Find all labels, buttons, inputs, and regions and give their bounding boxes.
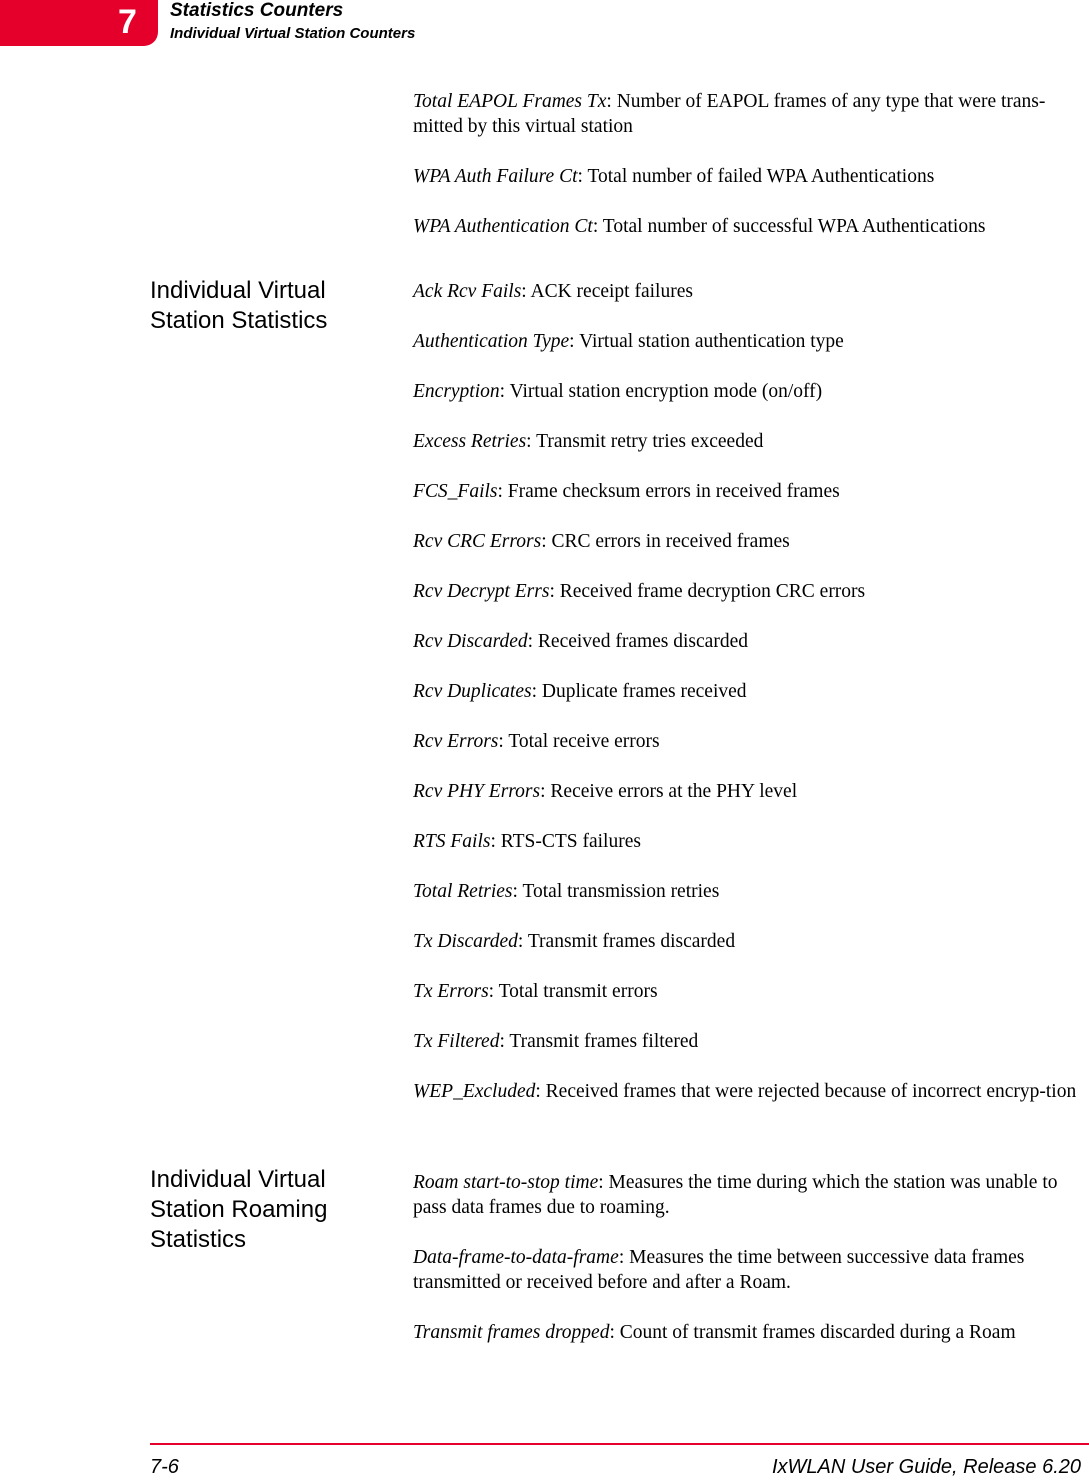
entry-transmit-frames-dropped — [413, 1320, 1085, 1345]
entry-rts-fails — [413, 829, 1085, 854]
entry-term: Excess Retries — [413, 431, 527, 452]
entry-wpa-authentication-ct — [413, 214, 1085, 239]
entry-encryption — [413, 379, 1085, 404]
entry-desc: : Total number of failed WPA Authentications — [577, 166, 935, 187]
entry-desc: : Virtual station encryption mode (on/off) — [499, 381, 823, 402]
entry-term: Tx Discarded — [413, 931, 518, 952]
entry-desc: : Virtual station authentication type — [569, 331, 844, 352]
entry-data-frame-to-data-frame — [413, 1245, 1085, 1295]
entry-desc: : Received frame decryption CRC errors — [549, 581, 866, 602]
entry-total-eapol-frames-tx — [413, 89, 1085, 139]
entry-excess-retries — [413, 429, 1085, 454]
entry-term: Transmit frames dropped — [413, 1322, 610, 1343]
entry-desc: : Total transmit errors — [488, 981, 658, 1002]
entry-desc: : Duplicate frames received — [531, 681, 747, 702]
entry-authentication-type — [413, 329, 1085, 354]
entry-desc: : Receive errors at the PHY level — [540, 781, 798, 802]
section-heading-station-statistics: Individual Virtual Station Statistics — [150, 277, 328, 334]
entry-fcs-fails — [413, 479, 1085, 504]
entry-term: Rcv Duplicates — [413, 681, 532, 702]
entry-desc: : Received frames that were rejected because of incorrect encryp-tion — [535, 1081, 1077, 1102]
entry-term: Total EAPOL Frames Tx — [413, 91, 607, 112]
entry-desc: : Transmit frames filtered — [499, 1031, 699, 1052]
entry-term: FCS_Fails — [413, 481, 498, 502]
entry-rcv-discarded — [413, 629, 1085, 654]
entry-term: Rcv CRC Errors — [413, 531, 542, 552]
entry-desc: : Total number of successful WPA Authentications — [592, 216, 986, 237]
entry-tx-discarded — [413, 929, 1085, 954]
entry-ack-rcv-fails — [413, 279, 1085, 304]
entry-term: Rcv Decrypt Errs — [413, 581, 550, 602]
footer-page-number: 7-6 — [150, 1456, 179, 1478]
entry-term: Tx Errors — [413, 981, 489, 1002]
header-subtitle: Individual Virtual Station Counters — [170, 25, 416, 42]
entry-wep-excluded — [413, 1079, 1085, 1104]
entry-term: WEP_Excluded — [413, 1081, 536, 1102]
entry-term: Rcv Discarded — [413, 631, 528, 652]
entry-tx-filtered — [413, 1029, 1085, 1054]
footer-doc-title: IxWLAN User Guide, Release 6.20 — [771, 1456, 1081, 1478]
entry-term: Encryption — [413, 381, 500, 402]
entry-rcv-phy-errors — [413, 779, 1085, 804]
entry-desc: : Measures the time during which the station was unable to pass data frames due to roaming. — [413, 1172, 1058, 1218]
entry-desc: : Total receive errors — [498, 731, 660, 752]
header-title: Statistics Counters — [170, 0, 344, 21]
entry-term: WPA Auth Failure Ct — [413, 166, 578, 187]
entry-desc: : Transmit frames discarded — [517, 931, 736, 952]
entry-term: Authentication Type — [413, 331, 570, 352]
section-heading-roaming-statistics: Individual Virtual Station Roaming Statistics — [150, 1166, 328, 1253]
entry-term: RTS Fails — [413, 831, 491, 852]
entry-rcv-decrypt-errs — [413, 579, 1085, 604]
entry-desc: : Total transmission retries — [512, 881, 720, 902]
entry-term: Rcv Errors — [413, 731, 499, 752]
entry-desc: : ACK receipt failures — [521, 281, 693, 302]
entry-tx-errors — [413, 979, 1085, 1004]
entry-term: Ack Rcv Fails — [413, 281, 522, 302]
entry-desc: : CRC errors in received frames — [541, 531, 790, 552]
entry-desc: : Received frames discarded — [527, 631, 748, 652]
entry-term: WPA Authentication Ct — [413, 216, 593, 237]
entry-roam-start-to-stop-time — [413, 1170, 1085, 1220]
entry-term: Tx Filtered — [413, 1031, 500, 1052]
entry-rcv-crc-errors — [413, 529, 1085, 554]
entry-desc: : Number of EAPOL frames of any type that were trans-mitted by this virtual station — [413, 91, 1046, 137]
entry-desc: : Frame checksum errors in received frames — [497, 481, 840, 502]
entry-term: Total Retries — [413, 881, 513, 902]
entry-rcv-errors — [413, 729, 1085, 754]
entry-desc: : Transmit retry tries exceeded — [526, 431, 764, 452]
entry-term: Roam start-to-stop time — [413, 1172, 599, 1193]
entry-term: Data-frame-to-data-frame — [413, 1247, 619, 1268]
entry-desc: : Measures the time between successive data frames transmitted or received before and after a Roam. — [413, 1247, 1025, 1293]
entry-wpa-auth-failure-ct — [413, 164, 1085, 189]
entry-rcv-duplicates — [413, 679, 1085, 704]
entry-desc: : Count of transmit frames discarded during a Roam — [609, 1322, 1016, 1343]
entry-term: Rcv PHY Errors — [413, 781, 541, 802]
chapter-number: 7 — [118, 3, 137, 41]
entry-total-retries — [413, 879, 1085, 904]
entry-desc: : RTS-CTS failures — [490, 831, 641, 852]
footer-rule — [150, 1443, 1089, 1445]
